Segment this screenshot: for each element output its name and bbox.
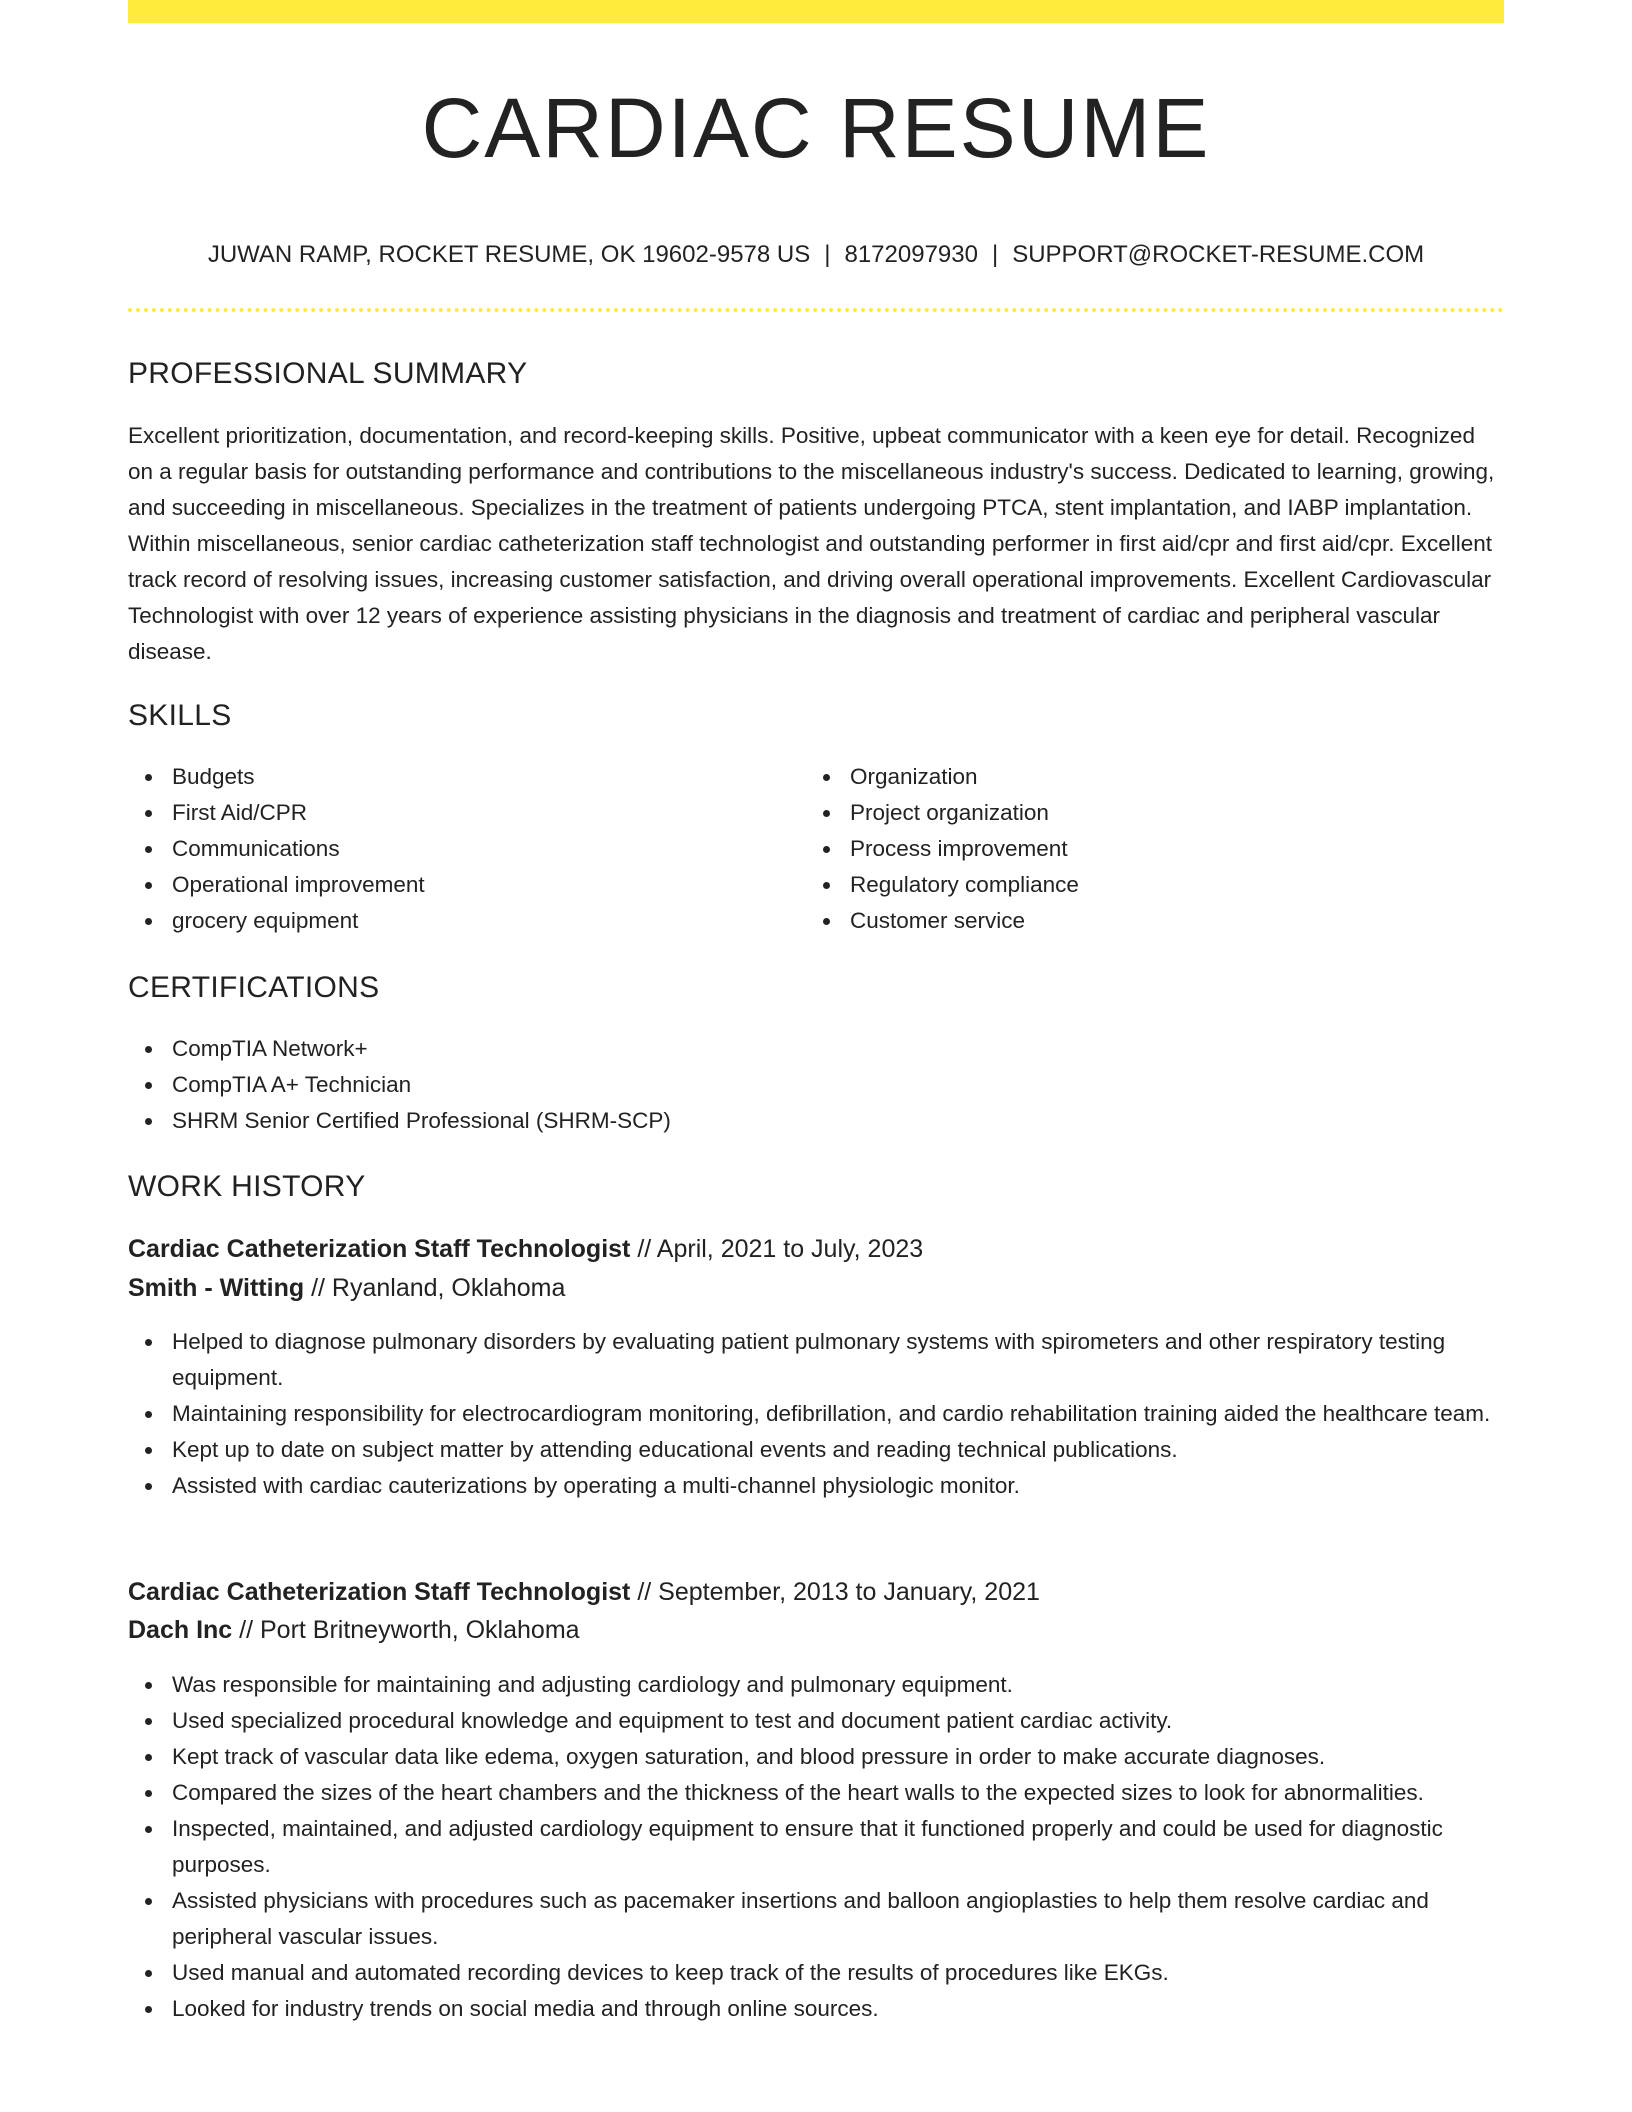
job-bullet-list bbox=[128, 1667, 1504, 2027]
job-bullet: Assisted physicians with procedures such as pacemaker insertions and balloon angioplasties to help them resolve cardiac and peripheral vascular issues. bbox=[128, 1883, 1504, 1955]
job-company: Smith - Witting bbox=[128, 1274, 305, 1302]
job-bullet: Helped to diagnose pulmonary disorders by evaluating patient pulmonary systems with spirometers and other respiratory testing equipment. bbox=[128, 1324, 1504, 1396]
skill-item: Regulatory compliance bbox=[806, 867, 1466, 903]
certification-item: CompTIA A+ Technician bbox=[128, 1067, 1504, 1103]
job-bullet: Kept up to date on subject matter by attending educational events and reading technical publications. bbox=[128, 1432, 1504, 1468]
job-bullet: Assisted with cardiac cauterizations by operating a multi-channel physiologic monitor. bbox=[128, 1468, 1504, 1504]
resume-title: CARDIAC RESUME bbox=[421, 81, 1211, 175]
contact-separator: | bbox=[824, 241, 831, 268]
job-company: Dach Inc bbox=[128, 1616, 233, 1644]
job-dates: // September, 2013 to January, 2021 bbox=[630, 1578, 1040, 1606]
skill-item: Process improvement bbox=[806, 831, 1466, 867]
job-bullet-list bbox=[128, 1324, 1504, 1504]
job-company-line bbox=[128, 1269, 1504, 1307]
contact-address: JUWAN RAMP, ROCKET RESUME, OK 19602-9578 US bbox=[207, 241, 811, 268]
skill-item: grocery equipment bbox=[128, 903, 788, 939]
job-title: Cardiac Catheterization Staff Technologist bbox=[128, 1578, 631, 1606]
job-bullet: Inspected, maintained, and adjusted cardiology equipment to ensure that it functioned properly and could be used for diagnostic purposes. bbox=[128, 1811, 1504, 1883]
job-title-line bbox=[128, 1230, 1504, 1268]
skill-item: Organization bbox=[806, 759, 1466, 795]
job-title: Cardiac Catheterization Staff Technologist bbox=[128, 1235, 631, 1263]
skill-item: Customer service bbox=[806, 903, 1466, 939]
job-bullet: Was responsible for maintaining and adjusting cardiology and pulmonary equipment. bbox=[128, 1667, 1504, 1703]
contact-email: SUPPORT@ROCKET-RESUME.COM bbox=[1012, 241, 1425, 268]
summary-heading: PROFESSIONAL SUMMARY bbox=[128, 357, 528, 390]
skill-item: Operational improvement bbox=[128, 867, 788, 903]
job-bullet: Maintaining responsibility for electrocardiogram monitoring, defibrillation, and cardio rehabilitation training aided the healthcare team. bbox=[128, 1396, 1504, 1432]
job-title-line bbox=[128, 1573, 1504, 1611]
skills-list-right bbox=[806, 759, 1466, 939]
summary-text: Excellent prioritization, documentation, and record-keeping skills. Positive, upbeat communicator with a keen eye for detail. Recognized on a regular basis for outstanding performance and contributions to the miscellaneous industry's success. Dedicated to learning, growing, and succeeding in miscellaneous. Specializes in the treatment of patients undergoing PTCA, stent implantation, and IABP implantation. Within miscellaneous, senior cardiac catheterization staff technologist and outstanding performer in first aid/cpr and first aid/cpr. Excellent track record of resolving issues, increasing customer satisfaction, and driving overall operational improvements. Excellent Cardiovascular Technologist with over 12 years of experience assisting physicians in the diagnosis and treatment of cardiac and peripheral vascular disease. bbox=[128, 423, 1495, 664]
job-company-line bbox=[128, 1611, 1504, 1649]
skill-item: Project organization bbox=[806, 795, 1466, 831]
skills-list-left bbox=[128, 759, 788, 939]
job-bullet: Used specialized procedural knowledge and equipment to test and document patient cardiac activity. bbox=[128, 1703, 1504, 1739]
job-dates: // April, 2021 to July, 2023 bbox=[630, 1235, 924, 1263]
job-bullet: Compared the sizes of the heart chambers and the thickness of the heart walls to the expected sizes to look for abnormalities. bbox=[128, 1775, 1504, 1811]
skill-item: Communications bbox=[128, 831, 788, 867]
certification-item: CompTIA Network+ bbox=[128, 1031, 1504, 1067]
skill-item: Budgets bbox=[128, 759, 788, 795]
job-location: // Ryanland, Oklahoma bbox=[304, 1274, 566, 1302]
job-bullet: Used manual and automated recording devices to keep track of the results of procedures like EKGs. bbox=[128, 1955, 1504, 1991]
header-divider bbox=[128, 308, 1504, 312]
work-history-heading: WORK HISTORY bbox=[128, 1170, 366, 1203]
contact-line bbox=[128, 238, 1504, 272]
skills-heading: SKILLS bbox=[128, 699, 232, 732]
job-bullet: Looked for industry trends on social media and through online sources. bbox=[128, 1991, 1504, 2027]
certifications-heading: CERTIFICATIONS bbox=[128, 971, 380, 1004]
job-bullet: Kept track of vascular data like edema, oxygen saturation, and blood pressure in order to make accurate diagnoses. bbox=[128, 1739, 1504, 1775]
contact-phone: 8172097930 bbox=[844, 241, 978, 268]
certifications-list bbox=[128, 1031, 1504, 1139]
top-accent-bar bbox=[128, 0, 1504, 23]
certification-item: SHRM Senior Certified Professional (SHRM-SCP) bbox=[128, 1103, 1504, 1139]
contact-separator: | bbox=[991, 241, 999, 268]
job-location: // Port Britneyworth, Oklahoma bbox=[232, 1616, 580, 1644]
skill-item: First Aid/CPR bbox=[128, 795, 788, 831]
